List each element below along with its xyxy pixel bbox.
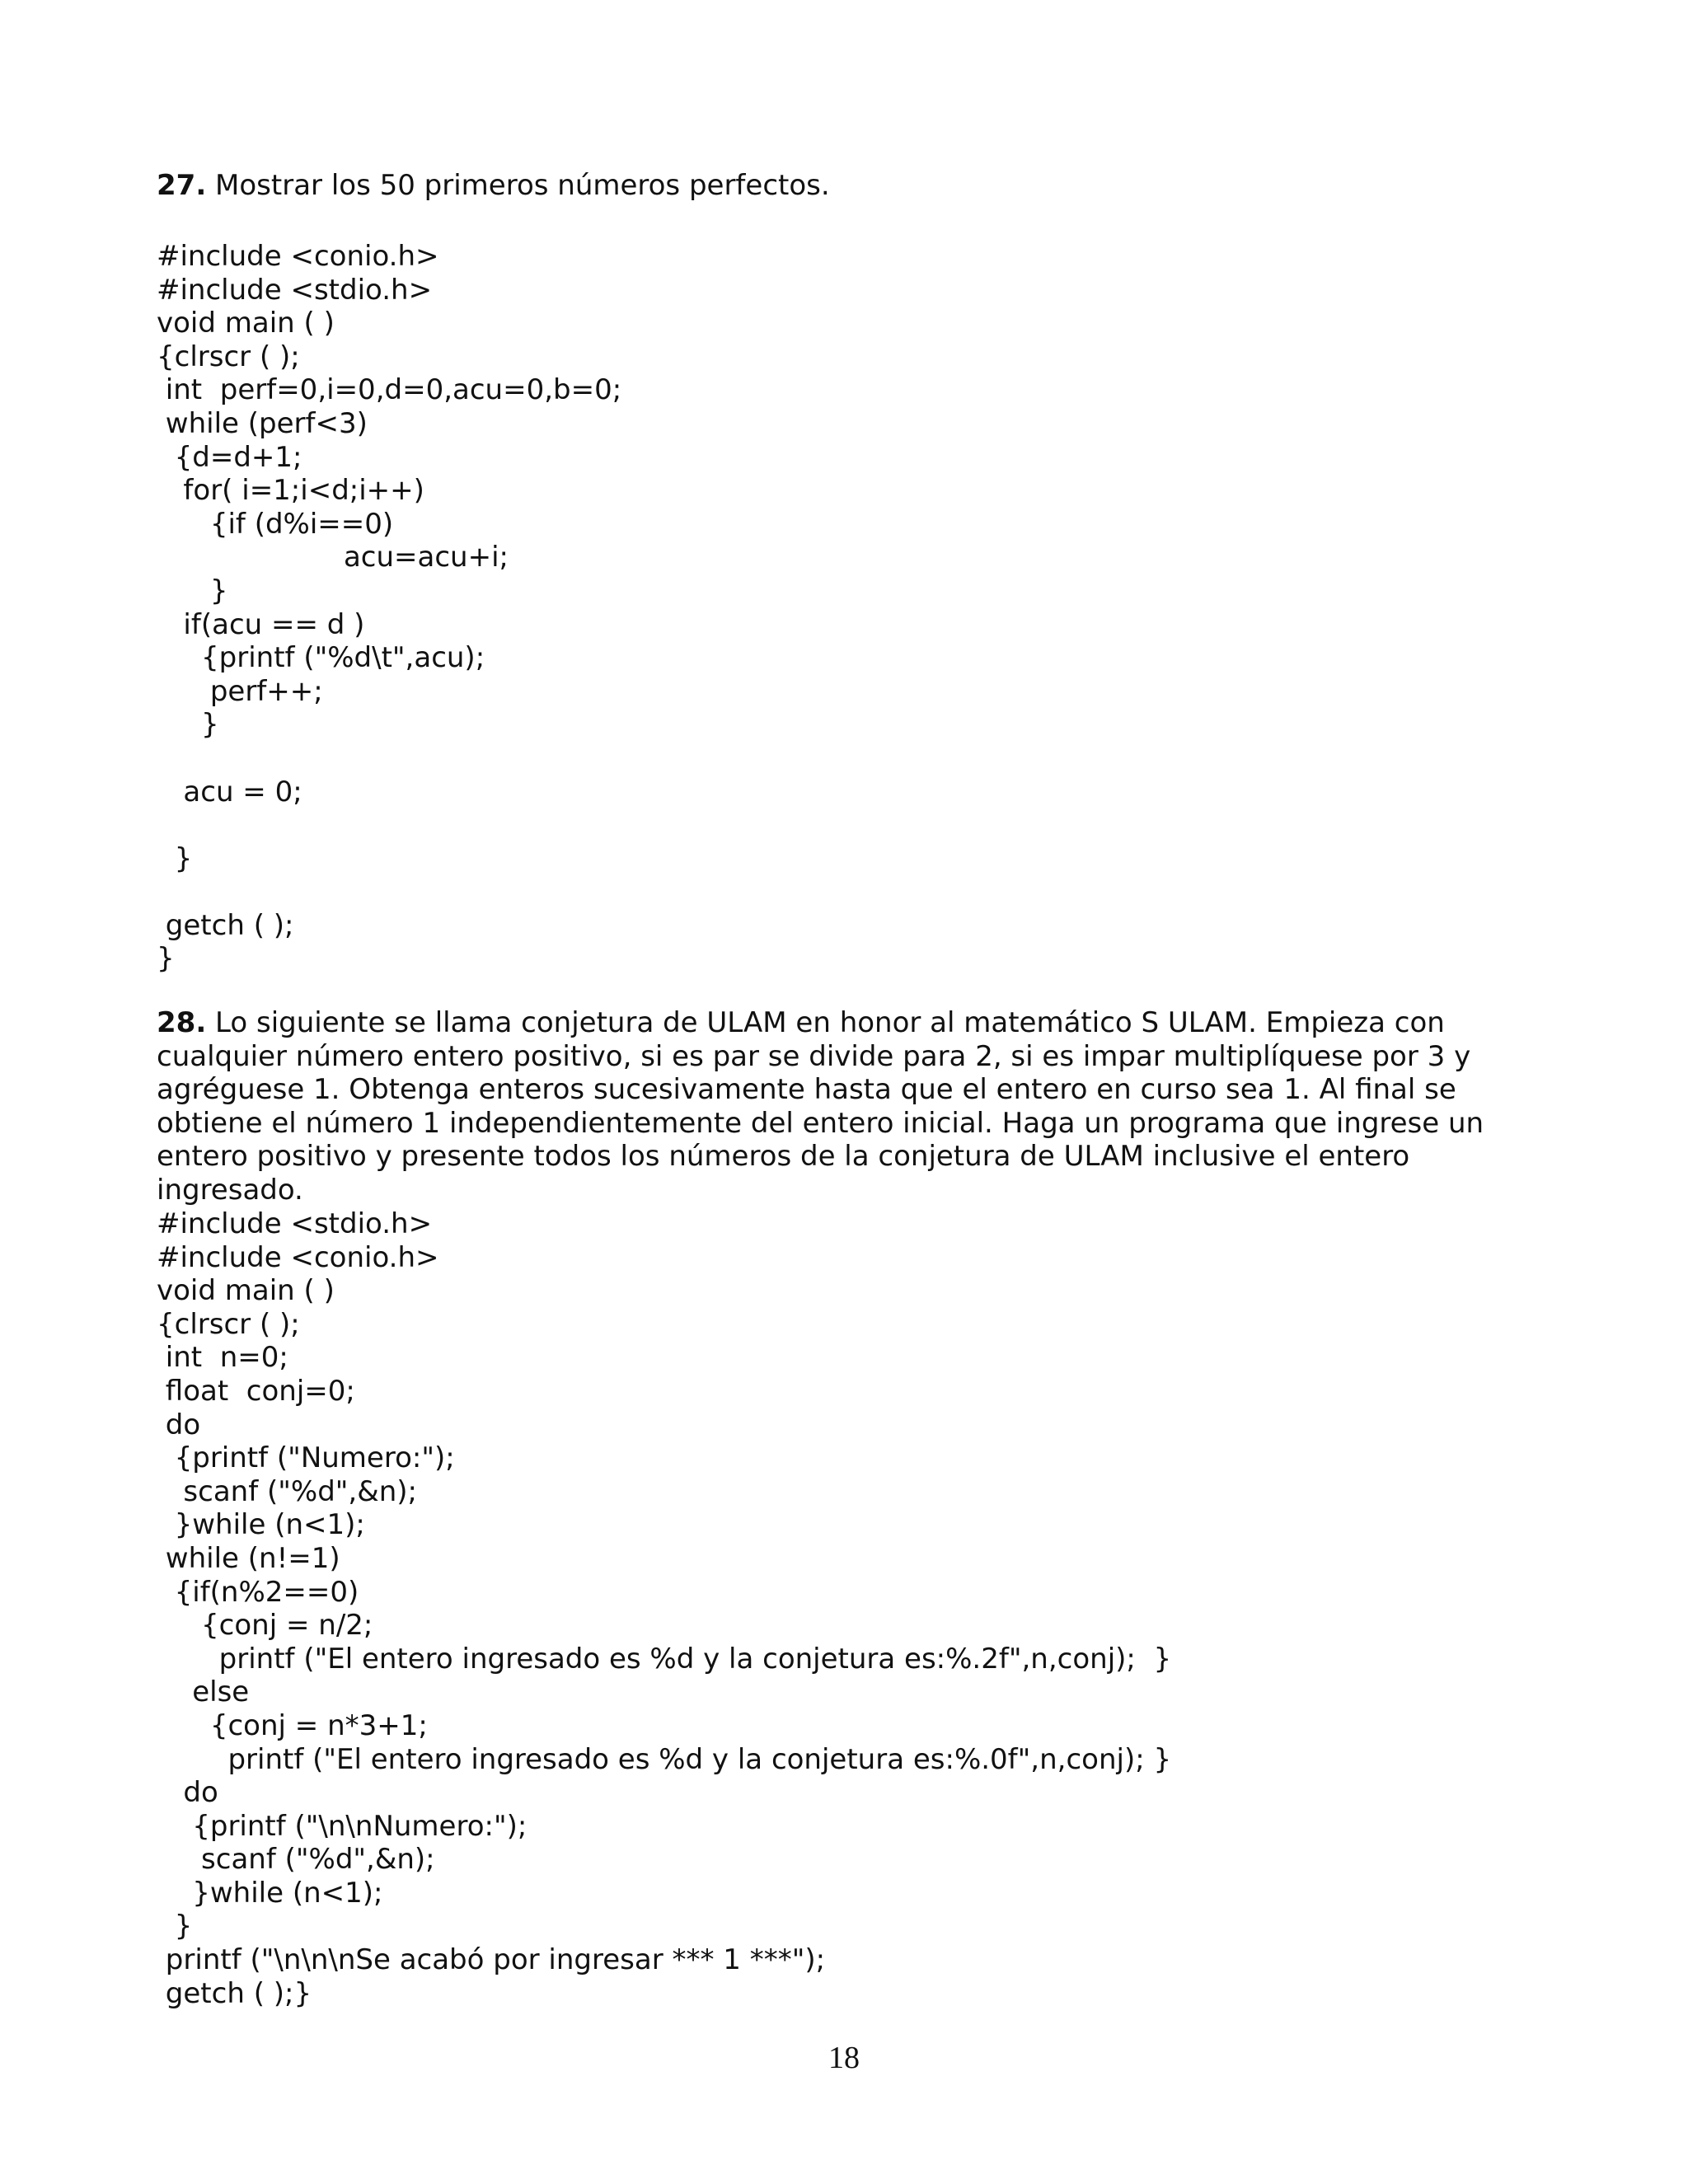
problem-27-statement: [157, 169, 1492, 203]
problem-28-code: #include <stdio.h> #include <conio.h> void main ( ) {clrscr ( ); int n=0; float conj=0; do {printf ("Numero:"); scanf ("%d",&n); }while (n<1); while (n!=1) {if(n%2==0) {conj = n/2; printf ("El entero ingresado es %d y la conjetura es:%.2f",n,conj); } else {conj = n*3+1; printf ("El entero ingresado es %d y la conjetura es:%.0f",n,conj); } do {printf ("\n\nNumero:"); scanf ("%d",&n); }while (n<1); } printf ("\n\n\nSe acabó por ingresar *** 1 ***"); getch ( );}: [157, 1207, 1172, 2010]
problem-27-code: #include <conio.h> #include <stdio.h> void main ( ) {clrscr ( ); int perf=0,i=0,d=0,acu=0,b=0; while (perf<3) {d=d+1; for( i=1;i<d;i++) {if (d%i==0) acu=acu+i; } if(acu == d ) {printf ("%d\t",acu); perf++; } acu = 0; } getch ( ); }: [157, 240, 622, 976]
problem-28-text: Lo siguiente se llama conjetura de ULAM en honor al matemático S ULAM. Empieza con cualquier número entero positivo, si es par se divide para 2, si es impar multiplíquese por 3 y agréguese 1. Obtenga enteros sucesivamente hasta que el entero en curso sea 1. Al final se obtiene el número 1 independientemente del entero inicial. Haga un programa que ingrese un entero positivo y presente todos los números de la conjetura de ULAM inclusive el entero ingresado.: [157, 1006, 1484, 1207]
problem-28-number: 28.: [157, 1006, 207, 1039]
page-number: 18: [828, 2041, 860, 2075]
problem-28-statement: [157, 1006, 1492, 1207]
problem-27-text: Mostrar los 50 primeros números perfectos.: [206, 169, 830, 202]
problem-27-number: 27.: [157, 169, 207, 202]
problem-27: [157, 169, 1492, 203]
problem-28: [157, 1006, 1492, 1207]
